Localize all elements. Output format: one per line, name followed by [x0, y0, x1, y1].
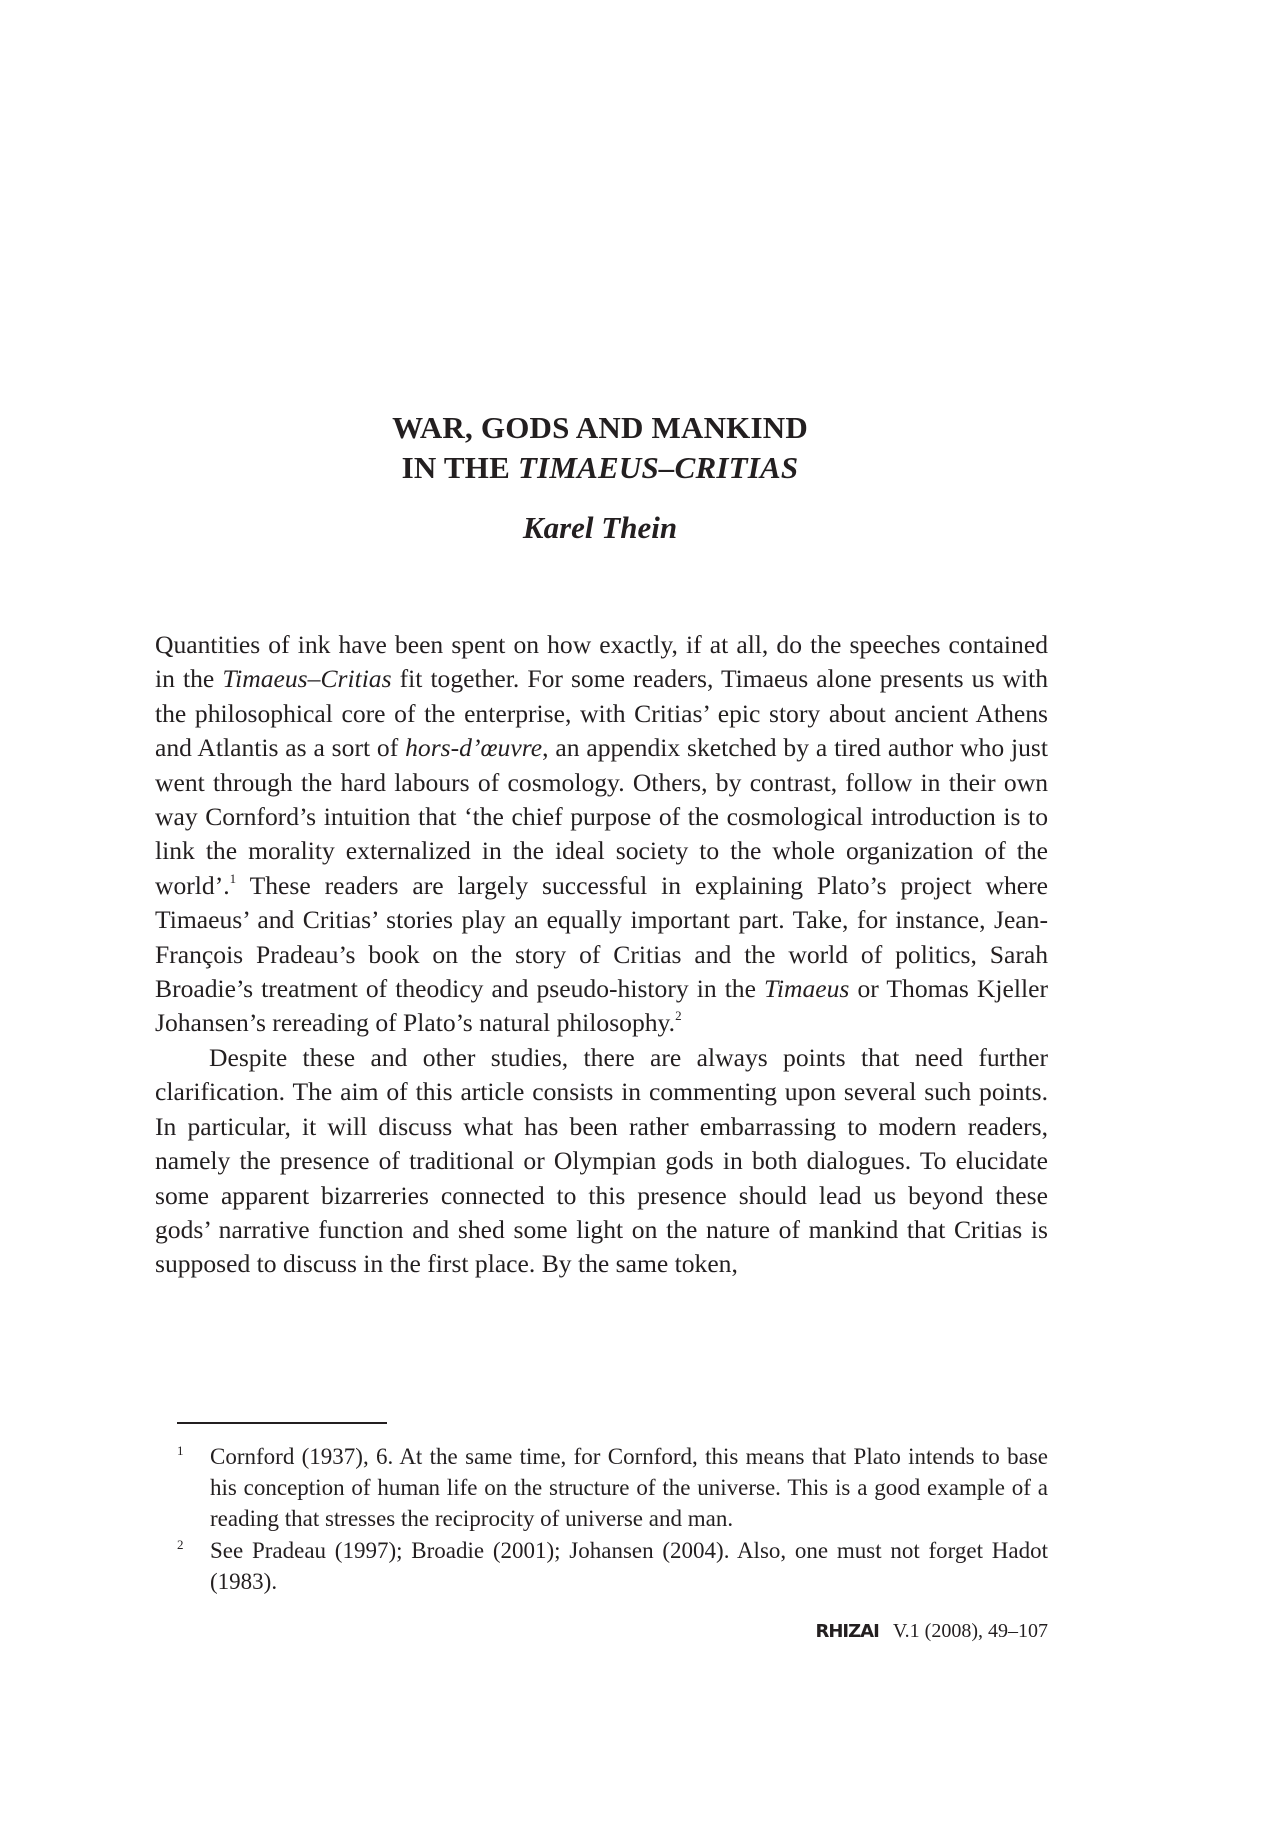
- journal-volume-pages: V.1 (2008), 49–107: [892, 1620, 1048, 1642]
- title-block: [0, 408, 1200, 546]
- title-line-2-italic: TIMAEUS–CRITIAS: [517, 450, 799, 485]
- p1-segment-3: , an appendix sketched by a tired author who just went through the hard labours of cosmology. Others, by contrast, follow in their own way Cornford’s intuition that ‘the chief purpose of the cosmological introduction is to link the morality externalized in the ideal society to the whole organization of the world’.: [155, 733, 1048, 900]
- article-body: [155, 628, 1048, 1282]
- p1-italic-2: hors-d’œuvre: [405, 733, 543, 763]
- title-line-2: [0, 448, 1200, 488]
- footnote-ref-2[interactable]: 2: [675, 1008, 682, 1024]
- footnotes: [177, 1441, 1048, 1597]
- p1-segment-4: These readers are largely successful in explaining Plato’s project where Timaeus’ and Critias’ stories play an equally important part. Take, for instance, Jean-François Pradeau’s book on the story of Critias and the world of politics, Sarah Broadie’s treatment of theodicy and pseudo-history in the: [155, 870, 1048, 1004]
- footnote-number: 1: [177, 1443, 184, 1458]
- p1-segment-2: fit together. For some readers, Timaeus alone presents us with the philosophical core of the enterprise, with Critias’ epic story about ancient Athens and Atlantis as a sort of: [155, 664, 1048, 763]
- p1-italic-1: Timaeus–Critias: [222, 664, 392, 694]
- footnote-1: [177, 1441, 1048, 1535]
- footnote-2: [177, 1535, 1048, 1597]
- author-name: Karel Thein: [522, 510, 678, 545]
- footnote-number: 2: [177, 1536, 184, 1552]
- journal-logo: RHIZAI: [815, 1621, 879, 1642]
- p1-italic-3: Timaeus: [764, 974, 850, 1004]
- paragraph-1: [155, 628, 1048, 1041]
- title-line-1: WAR, GODS AND MANKIND: [392, 410, 808, 445]
- title-line-2-prefix: IN THE: [401, 450, 518, 485]
- footnote-divider: [177, 1422, 387, 1424]
- p1-segment-1: Quantities of ink have been spent on how exactly, if at all, do the speeches contained in the: [155, 630, 1048, 694]
- footnote-text: See Pradeau (1997); Broadie (2001); Johansen (2004). Also, one must not forget Hadot (1983).: [210, 1537, 1048, 1594]
- article-title: [0, 408, 1200, 488]
- footnote-ref-1[interactable]: 1: [229, 870, 237, 886]
- p1-segment-5: or Thomas Kjeller Johansen’s rereading of Plato’s natural philosophy.: [155, 974, 1048, 1038]
- footnote-text: Cornford (1937), 6. At the same time, for Cornford, this means that Plato intends to base his conception of human life on the structure of the universe. This is a good example of a reading that stresses the reciprocity of universe and man.: [210, 1444, 1048, 1532]
- journal-citation: [816, 1620, 1049, 1643]
- paragraph-2: Despite these and other studies, there are always points that need further clarification. The aim of this article consists in commenting upon several such points. In particular, it will discuss what has been rather embarrassing to modern readers, namely the presence of traditional or Olympian gods in both dialogues. To elucidate some apparent bizarreries connected to this presence should lead us beyond these gods’ narrative function and shed some light on the nature of mankind that Critias is supposed to discuss in the first place. By the same token,: [155, 1042, 1048, 1279]
